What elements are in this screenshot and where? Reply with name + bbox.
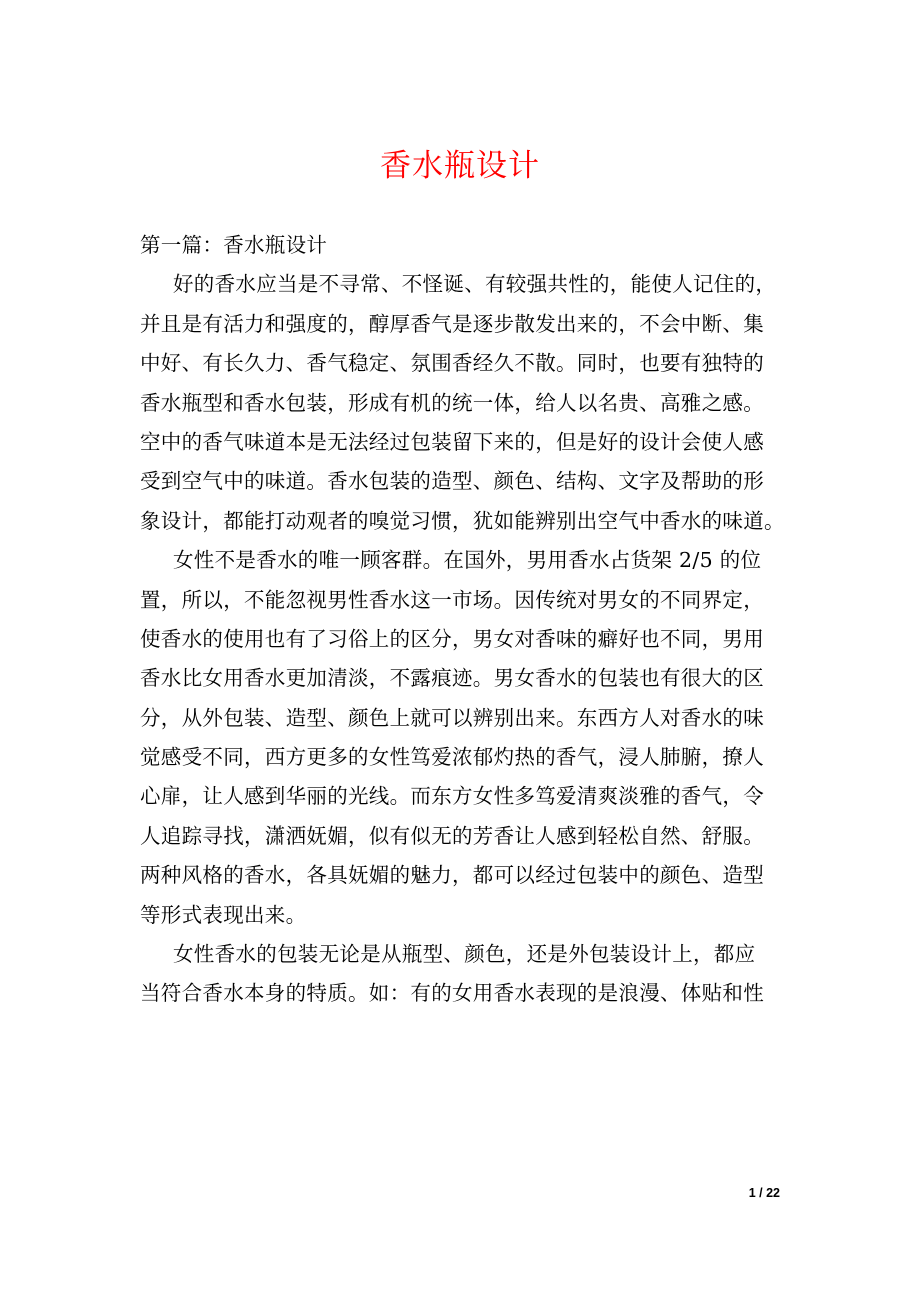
paragraph-line: 好的香水应当是不寻常、不怪诞、有较强共性的，能使人记住的， xyxy=(173,272,777,297)
paragraph-line: 女性不是香水的唯一顾客群。在国外，男用香水占货架 2/5 的位 xyxy=(173,548,762,573)
paragraph-line: 女性香水的包装无论是从瓶型、颜色，还是外包装设计上，都应 xyxy=(173,942,756,967)
paragraph-line: 两种风格的香水，各具妩媚的魅力，都可以经过包装中的颜色、造型 xyxy=(140,863,764,888)
paragraph-line: 分，从外包装、造型、颜色上就可以辨别出来。东西方人对香水的味 xyxy=(140,705,764,730)
paragraph-line: 等形式表现出来。 xyxy=(140,902,307,927)
paragraph-line: 受到空气中的味道。香水包装的造型、颜色、结构、文字及帮助的形 xyxy=(140,469,764,494)
paragraph-line: 中好、有长久力、香气稳定、氛围香经久不散。同时，也要有独特的 xyxy=(140,351,764,376)
paragraph-line: 象设计，都能打动观者的嗅觉习惯，犹如能辨别出空气中香水的味道。 xyxy=(140,508,785,533)
paragraph-line: 置，所以，不能忽视男性香水这一市场。因传统对男女的不同界定， xyxy=(140,587,764,612)
document-body xyxy=(140,226,790,1014)
page-number: 1 / 22 xyxy=(748,1186,780,1200)
paragraph-line: 并且是有活力和强度的，醇厚香气是逐步散发出来的，不会中断、集 xyxy=(140,311,764,336)
paragraph-line: 空中的香气味道本是无法经过包装留下来的，但是好的设计会使人感 xyxy=(140,429,764,454)
paragraph-line: 使香水的使用也有了习俗上的区分，男女对香味的癖好也不同，男用 xyxy=(140,626,764,651)
paragraph-line: 觉感受不同，西方更多的女性笃爱浓郁灼热的香气，浸人肺腑，撩人 xyxy=(140,745,764,770)
section-heading: 第一篇：香水瓶设计 xyxy=(140,233,328,257)
paragraph-line: 人追踪寻找，潇洒妩媚，似有似无的芳香让人感到轻松自然、舒服。 xyxy=(140,823,764,848)
document-title: 香水瓶设计 xyxy=(380,148,540,184)
paragraph-line: 当符合香水本身的特质。如：有的女用香水表现的是浪漫、体贴和性 xyxy=(140,981,764,1006)
paragraph-line: 香水瓶型和香水包装，形成有机的统一体，给人以名贵、高雅之感。 xyxy=(140,390,764,415)
paragraph-line: 香水比女用香水更加清淡，不露痕迹。男女香水的包装也有很大的区 xyxy=(140,666,764,691)
paragraph-line: 心扉，让人感到华丽的光线。而东方女性多笃爱清爽淡雅的香气，令 xyxy=(140,784,764,809)
